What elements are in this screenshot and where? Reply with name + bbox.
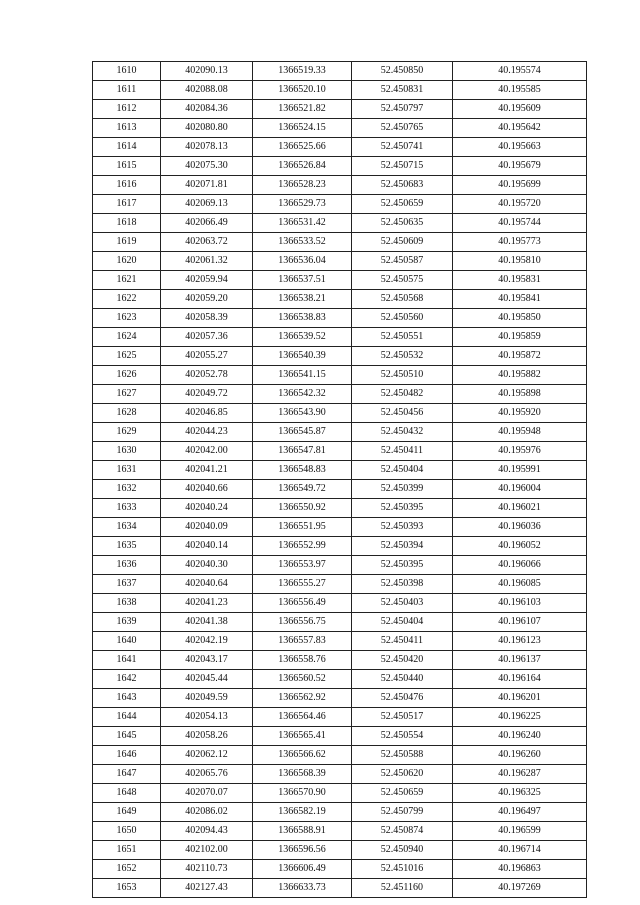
latitude-cell: 52.450683	[352, 176, 453, 195]
latitude-cell: 52.450715	[352, 157, 453, 176]
longitude-cell: 40.196325	[453, 784, 587, 803]
table-row	[93, 366, 587, 385]
latitude-cell: 52.450568	[352, 290, 453, 309]
y-coordinate-cell: 1366525.66	[253, 138, 352, 157]
x-coordinate-cell: 402080.80	[161, 119, 253, 138]
y-coordinate-cell: 1366606.49	[253, 860, 352, 879]
point-number-cell: 1635	[93, 537, 161, 556]
y-coordinate-cell: 1366582.19	[253, 803, 352, 822]
table-row	[93, 613, 587, 632]
x-coordinate-cell: 402055.27	[161, 347, 253, 366]
table-row	[93, 81, 587, 100]
longitude-cell: 40.195609	[453, 100, 587, 119]
longitude-cell: 40.197269	[453, 879, 587, 898]
latitude-cell: 52.450551	[352, 328, 453, 347]
x-coordinate-cell: 402054.13	[161, 708, 253, 727]
latitude-cell: 52.451160	[352, 879, 453, 898]
y-coordinate-cell: 1366521.82	[253, 100, 352, 119]
table-row	[93, 651, 587, 670]
table-row	[93, 100, 587, 119]
coordinates-table	[92, 61, 587, 898]
latitude-cell: 52.450741	[352, 138, 453, 157]
y-coordinate-cell: 1366596.56	[253, 841, 352, 860]
table-row	[93, 119, 587, 138]
table-row	[93, 480, 587, 499]
point-number-cell: 1643	[93, 689, 161, 708]
y-coordinate-cell: 1366560.52	[253, 670, 352, 689]
point-number-cell: 1638	[93, 594, 161, 613]
table-row	[93, 575, 587, 594]
table-row	[93, 328, 587, 347]
longitude-cell: 40.195699	[453, 176, 587, 195]
table-row	[93, 195, 587, 214]
x-coordinate-cell: 402063.72	[161, 233, 253, 252]
longitude-cell: 40.196052	[453, 537, 587, 556]
y-coordinate-cell: 1366529.73	[253, 195, 352, 214]
point-number-cell: 1630	[93, 442, 161, 461]
x-coordinate-cell: 402062.12	[161, 746, 253, 765]
longitude-cell: 40.196021	[453, 499, 587, 518]
longitude-cell: 40.196497	[453, 803, 587, 822]
table-row	[93, 860, 587, 879]
point-number-cell: 1648	[93, 784, 161, 803]
table-row	[93, 347, 587, 366]
x-coordinate-cell: 402059.94	[161, 271, 253, 290]
latitude-cell: 52.450399	[352, 480, 453, 499]
x-coordinate-cell: 402075.30	[161, 157, 253, 176]
point-number-cell: 1625	[93, 347, 161, 366]
point-number-cell: 1631	[93, 461, 161, 480]
table-row	[93, 442, 587, 461]
table-row	[93, 499, 587, 518]
y-coordinate-cell: 1366539.52	[253, 328, 352, 347]
longitude-cell: 40.196103	[453, 594, 587, 613]
longitude-cell: 40.195831	[453, 271, 587, 290]
y-coordinate-cell: 1366633.73	[253, 879, 352, 898]
longitude-cell: 40.195898	[453, 385, 587, 404]
longitude-cell: 40.196123	[453, 632, 587, 651]
point-number-cell: 1624	[93, 328, 161, 347]
point-number-cell: 1626	[93, 366, 161, 385]
latitude-cell: 52.450874	[352, 822, 453, 841]
point-number-cell: 1646	[93, 746, 161, 765]
latitude-cell: 52.450510	[352, 366, 453, 385]
latitude-cell: 52.450797	[352, 100, 453, 119]
table-row	[93, 214, 587, 233]
latitude-cell: 52.450799	[352, 803, 453, 822]
y-coordinate-cell: 1366550.92	[253, 499, 352, 518]
x-coordinate-cell: 402088.08	[161, 81, 253, 100]
y-coordinate-cell: 1366533.52	[253, 233, 352, 252]
y-coordinate-cell: 1366555.27	[253, 575, 352, 594]
table-row	[93, 138, 587, 157]
longitude-cell: 40.196599	[453, 822, 587, 841]
longitude-cell: 40.196107	[453, 613, 587, 632]
longitude-cell: 40.195882	[453, 366, 587, 385]
longitude-cell: 40.195744	[453, 214, 587, 233]
x-coordinate-cell: 402040.09	[161, 518, 253, 537]
latitude-cell: 52.450588	[352, 746, 453, 765]
longitude-cell: 40.195773	[453, 233, 587, 252]
x-coordinate-cell: 402045.44	[161, 670, 253, 689]
x-coordinate-cell: 402058.26	[161, 727, 253, 746]
point-number-cell: 1653	[93, 879, 161, 898]
latitude-cell: 52.450482	[352, 385, 453, 404]
y-coordinate-cell: 1366558.76	[253, 651, 352, 670]
longitude-cell: 40.196260	[453, 746, 587, 765]
latitude-cell: 52.450476	[352, 689, 453, 708]
y-coordinate-cell: 1366570.90	[253, 784, 352, 803]
latitude-cell: 52.450554	[352, 727, 453, 746]
point-number-cell: 1621	[93, 271, 161, 290]
point-number-cell: 1636	[93, 556, 161, 575]
point-number-cell: 1651	[93, 841, 161, 860]
longitude-cell: 40.195841	[453, 290, 587, 309]
longitude-cell: 40.195642	[453, 119, 587, 138]
table-row	[93, 822, 587, 841]
point-number-cell: 1611	[93, 81, 161, 100]
x-coordinate-cell: 402041.38	[161, 613, 253, 632]
latitude-cell: 52.450440	[352, 670, 453, 689]
y-coordinate-cell: 1366557.83	[253, 632, 352, 651]
longitude-cell: 40.195948	[453, 423, 587, 442]
latitude-cell: 52.450635	[352, 214, 453, 233]
longitude-cell: 40.195850	[453, 309, 587, 328]
point-number-cell: 1632	[93, 480, 161, 499]
y-coordinate-cell: 1366562.92	[253, 689, 352, 708]
x-coordinate-cell: 402086.02	[161, 803, 253, 822]
table-row	[93, 233, 587, 252]
x-coordinate-cell: 402041.21	[161, 461, 253, 480]
point-number-cell: 1633	[93, 499, 161, 518]
latitude-cell: 52.450850	[352, 62, 453, 81]
x-coordinate-cell: 402059.20	[161, 290, 253, 309]
y-coordinate-cell: 1366526.84	[253, 157, 352, 176]
point-number-cell: 1652	[93, 860, 161, 879]
latitude-cell: 52.450587	[352, 252, 453, 271]
latitude-cell: 52.450560	[352, 309, 453, 328]
point-number-cell: 1647	[93, 765, 161, 784]
longitude-cell: 40.196863	[453, 860, 587, 879]
point-number-cell: 1650	[93, 822, 161, 841]
y-coordinate-cell: 1366547.81	[253, 442, 352, 461]
longitude-cell: 40.196225	[453, 708, 587, 727]
latitude-cell: 52.450420	[352, 651, 453, 670]
longitude-cell: 40.196287	[453, 765, 587, 784]
table-row	[93, 157, 587, 176]
x-coordinate-cell: 402040.14	[161, 537, 253, 556]
y-coordinate-cell: 1366520.10	[253, 81, 352, 100]
x-coordinate-cell: 402044.23	[161, 423, 253, 442]
y-coordinate-cell: 1366551.95	[253, 518, 352, 537]
longitude-cell: 40.195720	[453, 195, 587, 214]
table-row	[93, 404, 587, 423]
point-number-cell: 1640	[93, 632, 161, 651]
x-coordinate-cell: 402110.73	[161, 860, 253, 879]
y-coordinate-cell: 1366519.33	[253, 62, 352, 81]
point-number-cell: 1644	[93, 708, 161, 727]
x-coordinate-cell: 402070.07	[161, 784, 253, 803]
y-coordinate-cell: 1366542.32	[253, 385, 352, 404]
latitude-cell: 52.450411	[352, 442, 453, 461]
longitude-cell: 40.196201	[453, 689, 587, 708]
x-coordinate-cell: 402078.13	[161, 138, 253, 157]
table-row	[93, 556, 587, 575]
point-number-cell: 1645	[93, 727, 161, 746]
point-number-cell: 1613	[93, 119, 161, 138]
latitude-cell: 52.450532	[352, 347, 453, 366]
latitude-cell: 52.450456	[352, 404, 453, 423]
x-coordinate-cell: 402061.32	[161, 252, 253, 271]
latitude-cell: 52.450620	[352, 765, 453, 784]
point-number-cell: 1620	[93, 252, 161, 271]
point-number-cell: 1634	[93, 518, 161, 537]
longitude-cell: 40.196004	[453, 480, 587, 499]
y-coordinate-cell: 1366536.04	[253, 252, 352, 271]
x-coordinate-cell: 402042.19	[161, 632, 253, 651]
y-coordinate-cell: 1366565.41	[253, 727, 352, 746]
latitude-cell: 52.450404	[352, 461, 453, 480]
latitude-cell: 52.450403	[352, 594, 453, 613]
table-row	[93, 385, 587, 404]
y-coordinate-cell: 1366524.15	[253, 119, 352, 138]
x-coordinate-cell: 402084.36	[161, 100, 253, 119]
latitude-cell: 52.450432	[352, 423, 453, 442]
latitude-cell: 52.450404	[352, 613, 453, 632]
longitude-cell: 40.195859	[453, 328, 587, 347]
point-number-cell: 1649	[93, 803, 161, 822]
table-row	[93, 841, 587, 860]
point-number-cell: 1637	[93, 575, 161, 594]
table-row	[93, 290, 587, 309]
table-row	[93, 309, 587, 328]
table-row	[93, 252, 587, 271]
y-coordinate-cell: 1366588.91	[253, 822, 352, 841]
point-number-cell: 1619	[93, 233, 161, 252]
y-coordinate-cell: 1366548.83	[253, 461, 352, 480]
point-number-cell: 1642	[93, 670, 161, 689]
point-number-cell: 1610	[93, 62, 161, 81]
longitude-cell: 40.196085	[453, 575, 587, 594]
y-coordinate-cell: 1366531.42	[253, 214, 352, 233]
x-coordinate-cell: 402040.64	[161, 575, 253, 594]
point-number-cell: 1641	[93, 651, 161, 670]
table-row	[93, 879, 587, 898]
latitude-cell: 52.450395	[352, 556, 453, 575]
x-coordinate-cell: 402066.49	[161, 214, 253, 233]
longitude-cell: 40.196066	[453, 556, 587, 575]
latitude-cell: 52.450411	[352, 632, 453, 651]
latitude-cell: 52.451016	[352, 860, 453, 879]
table-row	[93, 518, 587, 537]
y-coordinate-cell: 1366541.15	[253, 366, 352, 385]
point-number-cell: 1628	[93, 404, 161, 423]
x-coordinate-cell: 402040.30	[161, 556, 253, 575]
y-coordinate-cell: 1366540.39	[253, 347, 352, 366]
point-number-cell: 1617	[93, 195, 161, 214]
y-coordinate-cell: 1366537.51	[253, 271, 352, 290]
point-number-cell: 1615	[93, 157, 161, 176]
latitude-cell: 52.450609	[352, 233, 453, 252]
table-row	[93, 784, 587, 803]
y-coordinate-cell: 1366545.87	[253, 423, 352, 442]
latitude-cell: 52.450831	[352, 81, 453, 100]
longitude-cell: 40.195872	[453, 347, 587, 366]
longitude-cell: 40.196137	[453, 651, 587, 670]
x-coordinate-cell: 402127.43	[161, 879, 253, 898]
longitude-cell: 40.196714	[453, 841, 587, 860]
table-row	[93, 689, 587, 708]
latitude-cell: 52.450395	[352, 499, 453, 518]
x-coordinate-cell: 402065.76	[161, 765, 253, 784]
table-row	[93, 632, 587, 651]
y-coordinate-cell: 1366564.46	[253, 708, 352, 727]
longitude-cell: 40.195991	[453, 461, 587, 480]
longitude-cell: 40.195810	[453, 252, 587, 271]
x-coordinate-cell: 402090.13	[161, 62, 253, 81]
x-coordinate-cell: 402071.81	[161, 176, 253, 195]
longitude-cell: 40.195679	[453, 157, 587, 176]
point-number-cell: 1639	[93, 613, 161, 632]
latitude-cell: 52.450394	[352, 537, 453, 556]
y-coordinate-cell: 1366549.72	[253, 480, 352, 499]
longitude-cell: 40.195663	[453, 138, 587, 157]
y-coordinate-cell: 1366556.49	[253, 594, 352, 613]
point-number-cell: 1623	[93, 309, 161, 328]
x-coordinate-cell: 402040.24	[161, 499, 253, 518]
y-coordinate-cell: 1366528.23	[253, 176, 352, 195]
x-coordinate-cell: 402049.72	[161, 385, 253, 404]
coordinates-table-body	[93, 62, 587, 898]
x-coordinate-cell: 402069.13	[161, 195, 253, 214]
point-number-cell: 1622	[93, 290, 161, 309]
x-coordinate-cell: 402043.17	[161, 651, 253, 670]
latitude-cell: 52.450765	[352, 119, 453, 138]
y-coordinate-cell: 1366538.83	[253, 309, 352, 328]
table-row	[93, 594, 587, 613]
longitude-cell: 40.195585	[453, 81, 587, 100]
y-coordinate-cell: 1366543.90	[253, 404, 352, 423]
x-coordinate-cell: 402049.59	[161, 689, 253, 708]
latitude-cell: 52.450517	[352, 708, 453, 727]
latitude-cell: 52.450659	[352, 195, 453, 214]
point-number-cell: 1627	[93, 385, 161, 404]
x-coordinate-cell: 402041.23	[161, 594, 253, 613]
table-row	[93, 765, 587, 784]
table-row	[93, 727, 587, 746]
latitude-cell: 52.450393	[352, 518, 453, 537]
x-coordinate-cell: 402040.66	[161, 480, 253, 499]
y-coordinate-cell: 1366566.62	[253, 746, 352, 765]
point-number-cell: 1618	[93, 214, 161, 233]
table-row	[93, 537, 587, 556]
x-coordinate-cell: 402094.43	[161, 822, 253, 841]
table-row	[93, 423, 587, 442]
longitude-cell: 40.196240	[453, 727, 587, 746]
x-coordinate-cell: 402052.78	[161, 366, 253, 385]
point-number-cell: 1612	[93, 100, 161, 119]
x-coordinate-cell: 402057.36	[161, 328, 253, 347]
x-coordinate-cell: 402058.39	[161, 309, 253, 328]
longitude-cell: 40.195976	[453, 442, 587, 461]
latitude-cell: 52.450575	[352, 271, 453, 290]
point-number-cell: 1614	[93, 138, 161, 157]
latitude-cell: 52.450659	[352, 784, 453, 803]
point-number-cell: 1629	[93, 423, 161, 442]
table-row	[93, 708, 587, 727]
table-row	[93, 746, 587, 765]
table-row	[93, 803, 587, 822]
point-number-cell: 1616	[93, 176, 161, 195]
table-row	[93, 271, 587, 290]
longitude-cell: 40.195920	[453, 404, 587, 423]
latitude-cell: 52.450398	[352, 575, 453, 594]
x-coordinate-cell: 402102.00	[161, 841, 253, 860]
x-coordinate-cell: 402046.85	[161, 404, 253, 423]
table-row	[93, 461, 587, 480]
longitude-cell: 40.195574	[453, 62, 587, 81]
y-coordinate-cell: 1366568.39	[253, 765, 352, 784]
table-row	[93, 670, 587, 689]
x-coordinate-cell: 402042.00	[161, 442, 253, 461]
longitude-cell: 40.196164	[453, 670, 587, 689]
table-row	[93, 62, 587, 81]
longitude-cell: 40.196036	[453, 518, 587, 537]
y-coordinate-cell: 1366553.97	[253, 556, 352, 575]
y-coordinate-cell: 1366538.21	[253, 290, 352, 309]
y-coordinate-cell: 1366556.75	[253, 613, 352, 632]
latitude-cell: 52.450940	[352, 841, 453, 860]
table-row	[93, 176, 587, 195]
y-coordinate-cell: 1366552.99	[253, 537, 352, 556]
